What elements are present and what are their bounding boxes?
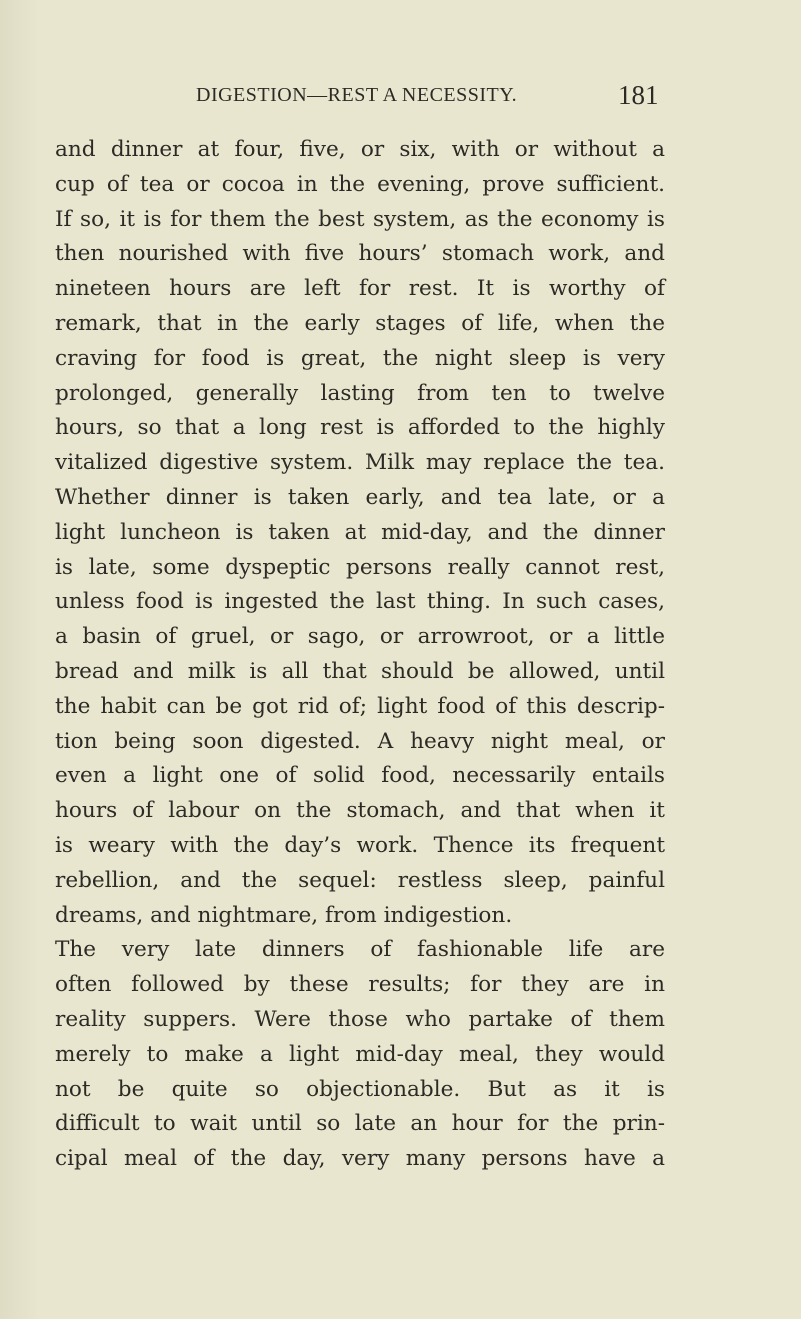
text-line: merely to make a light mid-day meal, they would xyxy=(55,1041,665,1067)
text-line: hours of labour on the stomach, and that when it xyxy=(55,798,665,824)
text-line: and dinner at four, five, or six, with or without a xyxy=(55,137,665,162)
page-number: 181 xyxy=(618,80,659,110)
text-line: unless food is ingested the last thing. In such cases, xyxy=(55,589,665,615)
text-line: not be quite so objectionable. But as it is xyxy=(55,1076,665,1102)
text-line: even a light one of solid food, necessarily entails xyxy=(55,763,665,789)
running-title: DIGESTION—REST A NECESSITY. xyxy=(196,84,518,106)
text-line: is weary with the day’s work. Thence its frequent xyxy=(55,832,665,858)
text-line: nineteen hours are left for rest. It is worthy of xyxy=(55,276,665,302)
text-line: If so, it is for them the best system, as the economy is xyxy=(55,206,665,232)
text-line: cup of tea or cocoa in the evening, prove sufficient. xyxy=(55,171,665,197)
text-line: the habit can be got rid of; light food of this descrip- xyxy=(55,693,665,719)
text-line: Whether dinner is taken early, and tea late, or a xyxy=(55,484,665,510)
text-line: bread and milk is all that should be allowed, until xyxy=(55,658,665,684)
text-line: vitalized digestive system. Milk may replace the tea. xyxy=(55,450,665,476)
text-line: is late, some dyspeptic persons really cannot rest, xyxy=(55,554,665,580)
text-line: The very late dinners of fashionable life are xyxy=(55,937,665,963)
text-line: dreams, and nightmare, from indigestion. xyxy=(55,902,513,928)
text-line: hours, so that a long rest is afforded to the highly xyxy=(55,415,665,441)
text-line: rebellion, and the sequel: restless sleep, painful xyxy=(55,867,665,893)
text-line: remark, that in the early stages of life, when the xyxy=(55,310,665,336)
text-line: tion being soon digested. A heavy night meal, or xyxy=(55,728,665,754)
text-line: difficult to wait until so late an hour for the prin- xyxy=(55,1111,665,1137)
body-text xyxy=(55,133,665,1177)
text-line: then nourished with five hours’ stomach work, and xyxy=(55,241,665,267)
text-line: a basin of gruel, or sago, or arrowroot, or a little xyxy=(55,624,665,650)
running-head xyxy=(0,80,801,116)
text-line: cipal meal of the day, very many persons have a xyxy=(55,1146,665,1172)
text-line: craving for food is great, the night sleep is very xyxy=(55,345,665,371)
text-line: light luncheon is taken at mid-day, and the dinner xyxy=(55,519,665,545)
text-line: prolonged, generally lasting from ten to twelve xyxy=(55,380,665,406)
text-line: often followed by these results; for they are in xyxy=(55,972,665,998)
text-line: reality suppers. Were those who partake of them xyxy=(55,1006,665,1032)
